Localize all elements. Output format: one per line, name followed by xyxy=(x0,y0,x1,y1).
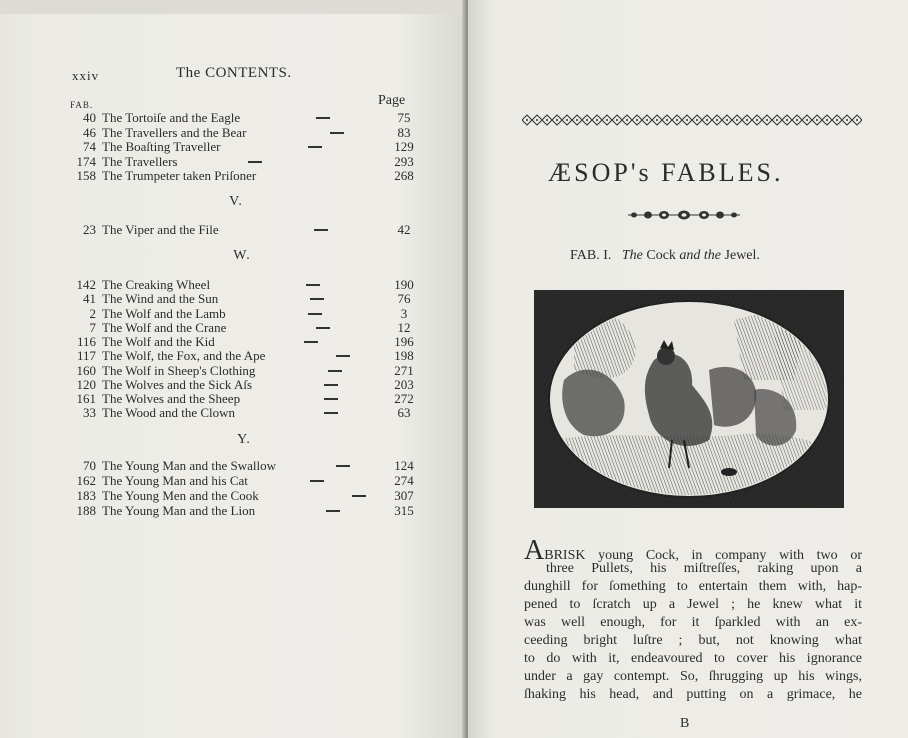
contents-entry xyxy=(58,139,418,154)
leader-dash xyxy=(324,398,338,400)
fable-title-word-2: Cock xyxy=(646,248,676,263)
fable-label: FAB. I. xyxy=(570,248,612,263)
fable-title: The Tortoiſe and the Eagle xyxy=(102,110,241,125)
leader-dash xyxy=(308,146,322,148)
page-number: 190 xyxy=(394,277,414,292)
section-letter: W. xyxy=(233,248,251,263)
fable-title-word-1: The xyxy=(621,248,643,263)
leader-dash xyxy=(326,510,340,512)
page-number: 75 xyxy=(397,110,411,125)
ornamental-border xyxy=(522,114,862,126)
fable-number: 158 xyxy=(76,168,96,183)
contents-entry xyxy=(58,291,418,306)
contents-entry xyxy=(58,334,418,349)
fable-title: The Wood and the Clown xyxy=(102,405,236,420)
page-number: 203 xyxy=(394,377,414,392)
woodcut-illustration xyxy=(534,290,844,508)
leader-dash xyxy=(352,495,366,497)
text-line: pened to ſcratch up a Jewel ; he knew what it xyxy=(524,597,862,612)
contents-entry xyxy=(58,110,418,125)
section-letter: Y. xyxy=(237,432,251,447)
fable-number: 117 xyxy=(76,348,96,363)
fable-title: The Travellers xyxy=(102,154,178,169)
leader-dash xyxy=(328,370,342,372)
text-line: ſhaking his head, and putting on a grimace, he xyxy=(524,687,862,702)
page-number: 274 xyxy=(394,473,414,488)
leader-dash xyxy=(304,341,318,343)
contents-entry xyxy=(58,473,418,488)
page-number: 42 xyxy=(397,222,411,237)
fable-number: 161 xyxy=(76,391,96,406)
fable-number: 46 xyxy=(83,125,96,140)
contents-entry xyxy=(58,168,418,183)
fable-number: 2 xyxy=(89,306,96,321)
contents-entry xyxy=(58,125,418,140)
page-number: 271 xyxy=(394,363,414,378)
leader-dash xyxy=(316,327,330,329)
contents-entry xyxy=(58,320,418,335)
fable-title: The Viper and the File xyxy=(102,222,219,237)
fable-title: The Young Men and the Cook xyxy=(102,488,259,503)
fable-title: The Wolf, the Fox, and the Ape xyxy=(102,348,266,363)
text-line: three Pullets, his miſtreſſes, raking upon a xyxy=(546,561,862,576)
fable-title: The Wolves and the Sick Aſs xyxy=(102,377,253,392)
fable-title: The Wolf and the Lamb xyxy=(102,306,226,321)
leader-dash xyxy=(336,355,350,357)
contents-entry xyxy=(58,222,418,237)
text-line xyxy=(524,535,862,566)
leader-dash xyxy=(324,384,338,386)
signature-mark: B xyxy=(680,716,690,731)
leader-dash xyxy=(336,465,350,467)
page-number: 83 xyxy=(397,125,411,140)
leader-dash xyxy=(324,412,338,414)
page-number: 129 xyxy=(394,139,414,154)
fable-title: The Young Man and the Lion xyxy=(102,503,256,518)
fable-title: The Young Man and the Swallow xyxy=(102,458,277,473)
fable-title: The Creaking Wheel xyxy=(102,277,211,292)
text-line: dunghill for ſomething to entertain them with, hap- xyxy=(524,579,862,594)
contents-entry xyxy=(58,363,418,378)
text-line: was well enough, for it ſparkled with an ex- xyxy=(524,615,862,630)
text-line: to do with it, endeavoured to cover his ignorance xyxy=(524,651,862,666)
page-number: 198 xyxy=(394,348,414,363)
fable-number: 116 xyxy=(76,334,96,349)
contents-entry xyxy=(58,458,418,473)
fable-title: The Wolf and the Kid xyxy=(102,334,215,349)
fable-number: 23 xyxy=(83,222,96,237)
fable-number: 120 xyxy=(76,377,96,392)
leader-dash xyxy=(314,229,328,231)
fable-text xyxy=(524,535,862,704)
leader-dash xyxy=(316,117,330,119)
fable-number: 33 xyxy=(83,405,96,420)
left-page-top-edge xyxy=(0,0,466,14)
page-number: 196 xyxy=(394,334,414,349)
fable-title-word-3: and the xyxy=(679,248,722,263)
column-header-page: Page xyxy=(378,93,406,108)
text-line: ceeding bright luſtre ; but, not knowing what xyxy=(524,633,862,648)
contents-entry xyxy=(58,277,418,292)
page-number: 3 xyxy=(400,306,408,321)
leader-dash xyxy=(310,298,324,300)
page-number: 76 xyxy=(397,291,411,306)
fable-title: The Wind and the Sun xyxy=(102,291,219,306)
fable-title: The Boaſting Traveller xyxy=(102,139,221,154)
title-ornament xyxy=(626,208,742,222)
text-line: under a gay contempt. So, ſhrugging up his wings, xyxy=(524,669,862,684)
fable-number: 174 xyxy=(76,154,96,169)
leader-dash xyxy=(310,480,324,482)
fable-number: 162 xyxy=(76,473,96,488)
fable-title: The Travellers and the Bear xyxy=(102,125,247,140)
fable-title: The Wolf and the Crane xyxy=(102,320,227,335)
page-number: 124 xyxy=(394,458,414,473)
fable-number: 70 xyxy=(83,458,96,473)
contents-entry xyxy=(58,391,418,406)
leader-dash xyxy=(248,161,262,163)
contents-entry xyxy=(58,488,418,503)
fable-number: 41 xyxy=(83,291,96,306)
column-header-fab: FAB. xyxy=(70,100,94,110)
leader-dash xyxy=(306,284,320,286)
page-number: 63 xyxy=(397,405,411,420)
fable-title: The Trumpeter taken Priſoner xyxy=(102,168,257,183)
running-title: The CONTENTS. xyxy=(176,65,292,81)
page-number: 272 xyxy=(394,391,414,406)
fable-title: The Wolves and the Sheep xyxy=(102,391,241,406)
leader-dash xyxy=(330,132,344,134)
leader-dash xyxy=(308,313,322,315)
page-number: 12 xyxy=(397,320,411,335)
fable-number: 160 xyxy=(76,363,96,378)
fable-number: 74 xyxy=(83,139,96,154)
drop-cap: A xyxy=(524,535,545,566)
text-line-content: BRISK young Cock, in company with two or xyxy=(544,548,862,563)
fable-number: 142 xyxy=(76,277,96,292)
book-title: ÆSOP's FABLES. xyxy=(548,158,784,187)
fable-title: The Young Man and his Cat xyxy=(102,473,248,488)
page-number: 315 xyxy=(394,503,414,518)
page-number: 268 xyxy=(394,168,414,183)
fable-title-word-4: Jewel. xyxy=(724,248,760,263)
section-letter: V. xyxy=(229,194,243,209)
contents-entry xyxy=(58,348,418,363)
contents-entry xyxy=(58,405,418,420)
page-number: 307 xyxy=(394,488,414,503)
contents-entry xyxy=(58,306,418,321)
contents-entry xyxy=(58,503,418,518)
fable-heading xyxy=(570,248,760,264)
folio-number: xxiv xyxy=(72,68,100,83)
contents-entry xyxy=(58,154,418,169)
page-number: 293 xyxy=(394,154,414,169)
fable-number: 188 xyxy=(76,503,96,518)
fable-number: 7 xyxy=(89,320,96,335)
fable-number: 183 xyxy=(76,488,96,503)
fable-number: 40 xyxy=(83,110,96,125)
contents-entry xyxy=(58,377,418,392)
fable-title: The Wolf in Sheep's Clothing xyxy=(102,363,256,378)
